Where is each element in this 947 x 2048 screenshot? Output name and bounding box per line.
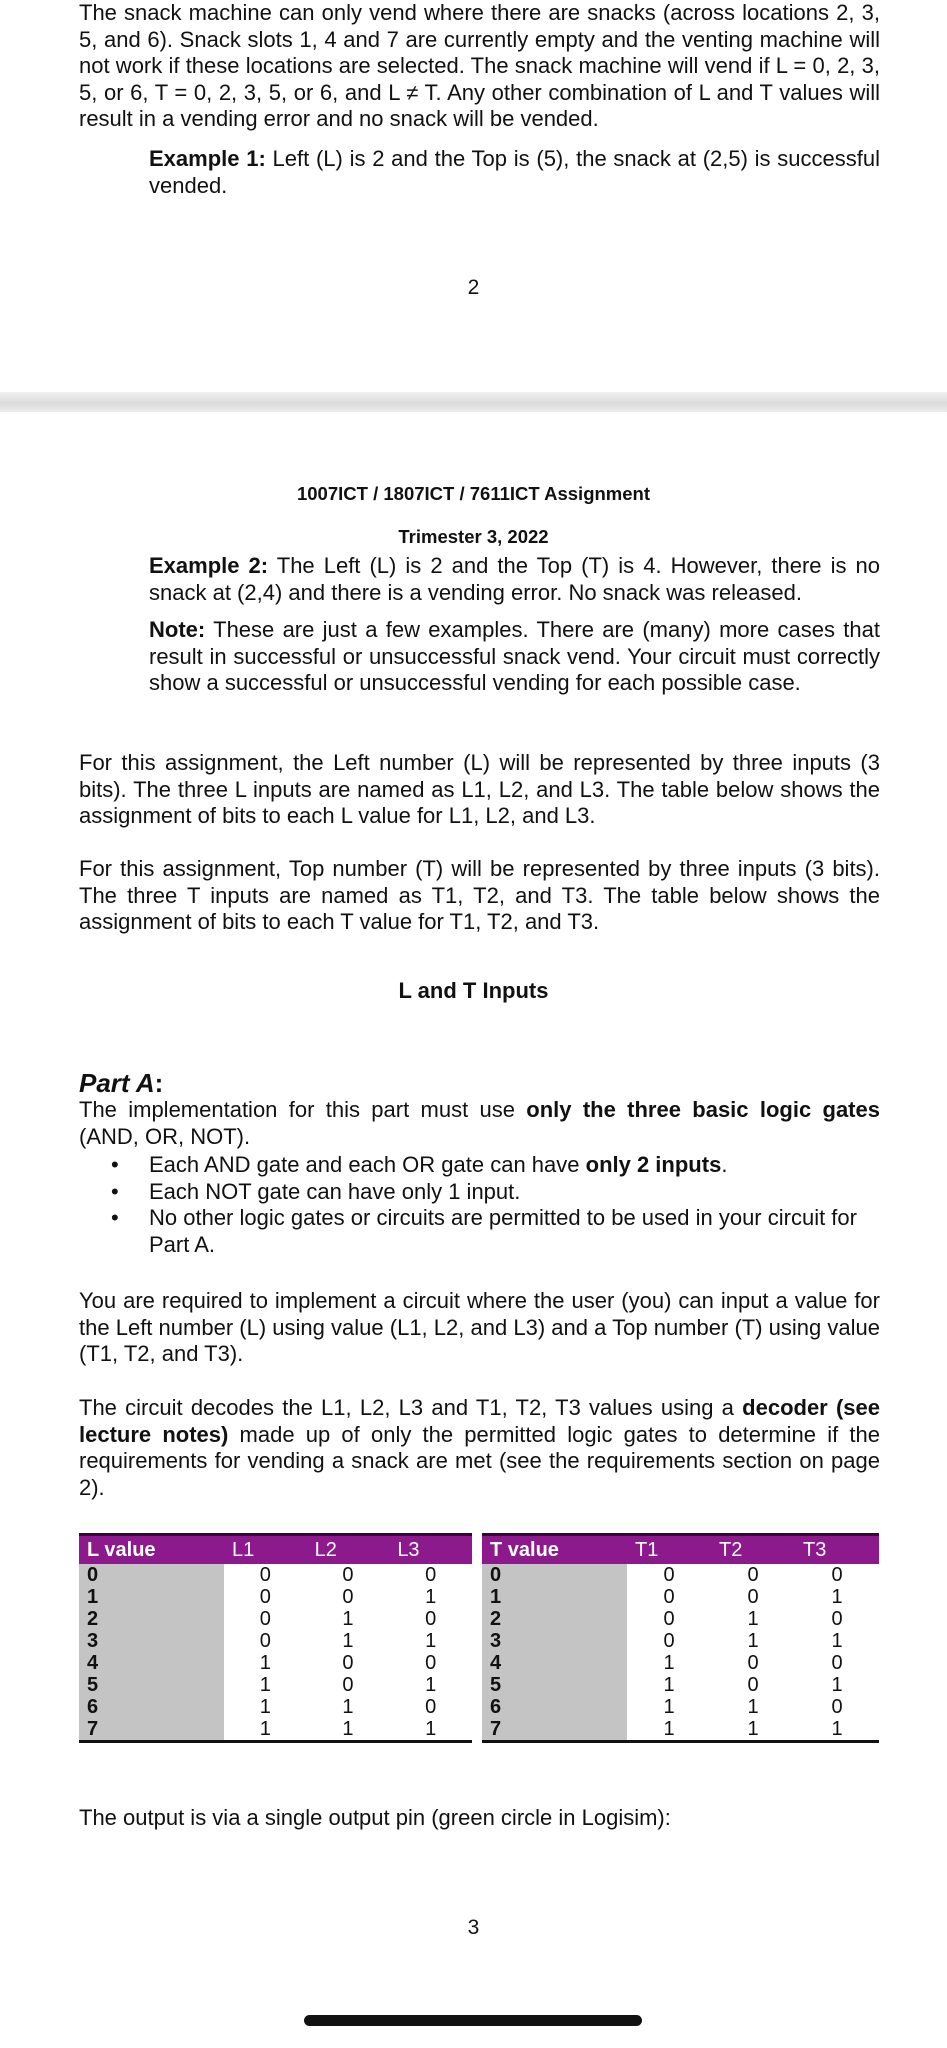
table-cell: 0 [342,1652,354,1674]
note-text: These are just a few examples. There are (many) more cases that result in successful or unsuccessful snack vend. Your circuit must correctly show a successful or unsuccessful vending for each possible case. [149,617,880,695]
table-cell: 0 [831,1608,843,1630]
part-a-colon: : [154,1068,164,1098]
table-row [79,1696,472,1718]
table-header-row [482,1535,879,1565]
table-row [482,1586,879,1608]
requirement-paragraph: You are required to implement a circuit where the user (you) can input a value for the Left number (L) using value (L1, L2, and L3) and a Top number (T) using value (T1, T2, and T3). [79,1288,880,1366]
table-row [79,1674,472,1696]
table-cell: 0 [663,1630,675,1652]
table-cell: 0 [259,1630,271,1652]
table-header-cell: T2 [711,1535,795,1565]
decoder-bold: decoder (see lecture notes) [79,1395,881,1447]
table-cell: 0 [259,1564,271,1586]
table-cell: 1 [425,1630,437,1652]
table-cell: 1 [747,1630,759,1652]
table-cell: 0 [663,1564,675,1586]
table-cell: 0 [747,1586,759,1608]
table-cell: 0 [831,1696,843,1718]
table-cell: 3 [79,1630,224,1652]
table-cell: 0 [342,1674,354,1696]
table-cell: 0 [342,1564,354,1586]
table-cell: 1 [342,1696,354,1718]
intro-paragraph: The snack machine can only vend where there are snacks (across locations 2, 3, 5, and 6). Snack slots 1, 4 and 7 are currently empty and the venting machine will not work if these locations are selected. The snack machine will vend if L = 0, 2, 3, 5, or 6, T = 0, 2, 3, 5, or 6, and L ≠ T. Any other combination of L and T values will result in a vending error and no snack will be vended. [79,0,880,131]
table-cell: 1 [795,1718,879,1742]
table-cell: 0 [425,1652,437,1674]
table-row [79,1586,472,1608]
output-paragraph: The output is via a single output pin (green circle in Logisim): [79,1805,671,1830]
table-cell: 1 [831,1586,843,1608]
table-cell: 0 [747,1652,759,1674]
table-header-cell: T1 [627,1535,711,1565]
example-1-label: Example 1: [149,146,266,171]
table-cell: 5 [482,1674,627,1696]
list-item [79,1152,880,1179]
table-cell: 1 [307,1718,390,1742]
table-cell: 0 [663,1586,675,1608]
decoder-paragraph [79,1395,880,1501]
table-cell: 1 [711,1718,795,1742]
page-number: 2 [467,276,480,299]
table-cell: 2 [482,1608,627,1630]
example-2-label: Example 2: [149,553,269,578]
note-label: Note: [149,617,206,642]
table-cell: 0 [342,1586,354,1608]
table-cell: 0 [425,1696,437,1718]
bullet-icon: • [111,1178,119,1204]
table-header-cell: L2 [307,1535,390,1565]
note [149,617,880,697]
table-cell: 1 [389,1718,472,1742]
table-header-cell: T value [482,1535,627,1565]
table-row [79,1608,472,1630]
bullet-3-text: No other logic gates or circuits are permitted to be used in your circuit for Part A. [149,1205,857,1257]
table-cell: 1 [259,1696,271,1718]
table-cell: 0 [482,1564,627,1586]
table-cell: 0 [79,1564,224,1586]
table-cell: 6 [482,1696,627,1718]
top-number-paragraph: For this assignment, Top number (T) will be represented by three inputs (3 bits). The three T inputs are named as T1, T2, and T3. The table below shows the assignment of bits to each T value for T1, T2, and T3. [79,856,880,934]
example-1-text: Left (L) is 2 and the Top is (5), the snack at (2,5) is successful vended. [149,146,880,198]
example-2-text: The Left (L) is 2 and the Top (T) is 4. However, there is no snack at (2,4) and there is a vending error. No snack was released. [149,553,880,605]
part-a-intro-bold: only the three basic logic gates [526,1097,880,1122]
table-header-cell: L value [79,1535,224,1565]
table-cell: 1 [79,1586,224,1608]
table-cell: 1 [425,1674,437,1696]
table-cell: 2 [79,1608,224,1630]
table-cell: 1 [259,1652,271,1674]
table-row [482,1608,879,1630]
table-header-row [79,1535,472,1565]
table-row [482,1630,879,1652]
table-row [482,1696,879,1718]
table-row [79,1652,472,1674]
part-a-intro-post: (AND, OR, NOT). [79,1123,251,1149]
table-row [79,1718,472,1742]
table-row [79,1564,472,1586]
table-cell: 5 [79,1674,224,1696]
table-cell: 0 [425,1608,437,1630]
part-a-rules-list [79,1152,880,1258]
table-cell: 4 [482,1652,627,1674]
table-header-cell: L3 [389,1535,472,1565]
table-header-cell: L1 [224,1535,307,1565]
table-cell: 1 [747,1608,759,1630]
table-row [482,1564,879,1586]
home-indicator[interactable] [304,2015,642,2026]
part-a-title [79,1068,163,1099]
bullet-1-pre: Each AND gate and each OR gate can have [149,1152,586,1177]
inputs-title: L and T Inputs [398,978,549,1003]
table-cell: 4 [79,1652,224,1674]
table-cell: 1 [259,1674,271,1696]
table-cell: 7 [482,1718,627,1742]
bullet-1-post: . [721,1152,728,1177]
bullet-icon: • [111,1152,119,1177]
table-cell: 1 [224,1718,307,1742]
bullet-1-bold: only 2 inputs [585,1152,722,1177]
table-cell: 0 [259,1608,271,1630]
bullet-2-text: Each NOT gate can have only 1 input. [149,1178,521,1204]
table-cell: 1 [425,1586,437,1608]
table-cell: 7 [79,1718,224,1742]
table-row [79,1630,472,1652]
table-cell: 1 [663,1652,675,1674]
table-cell: 0 [663,1608,675,1630]
trimester-header: Trimester 3, 2022 [398,526,549,547]
t-values-table [482,1533,879,1743]
page-separator [0,392,947,412]
table-cell: 0 [831,1652,843,1674]
example-2 [149,553,880,606]
example-1 [149,146,880,199]
table-cell: 6 [79,1696,224,1718]
table-cell: 0 [747,1564,759,1586]
table-cell: 0 [831,1564,843,1586]
table-row [482,1674,879,1696]
table-cell: 0 [425,1564,437,1586]
list-item [79,1179,880,1206]
table-cell: 1 [663,1674,675,1696]
table-cell: 1 [831,1630,843,1652]
table-cell: 1 [482,1586,627,1608]
list-item [79,1205,880,1258]
l-values-table [79,1533,472,1743]
table-cell: 0 [747,1674,759,1696]
part-a-intro-pre: The implementation for this part must use [79,1097,527,1122]
table-cell: 1 [627,1718,711,1742]
table-cell: 3 [482,1630,627,1652]
part-a-intro [79,1097,880,1150]
table-row [482,1718,879,1742]
table-row [482,1652,879,1674]
table-cell: 1 [342,1630,354,1652]
decoder-post: made up of only the permitted logic gates to determine if the requirements for vending a snack are met (see the requirements section on page 2). [79,1421,880,1500]
table-cell: 1 [831,1674,843,1696]
page-number: 3 [467,1916,480,1939]
table-cell: 1 [663,1696,675,1718]
decoder-pre: The circuit decodes the L1, L2, L3 and T1, T2, T3 values using a [79,1395,743,1420]
table-header-cell: T3 [795,1535,879,1565]
bullet-icon: • [111,1205,119,1230]
table-cell: 1 [342,1608,354,1630]
left-number-paragraph: For this assignment, the Left number (L) will be represented by three inputs (3 bits). The three L inputs are named as L1, L2, and L3. The table below shows the assignment of bits to each L value for L1, L2, and L3. [79,750,880,828]
table-cell: 0 [259,1586,271,1608]
part-a-title-text: Part A [79,1068,155,1098]
course-header: 1007ICT / 1807ICT / 7611ICT Assignment [296,483,651,504]
table-cell: 1 [747,1696,759,1718]
